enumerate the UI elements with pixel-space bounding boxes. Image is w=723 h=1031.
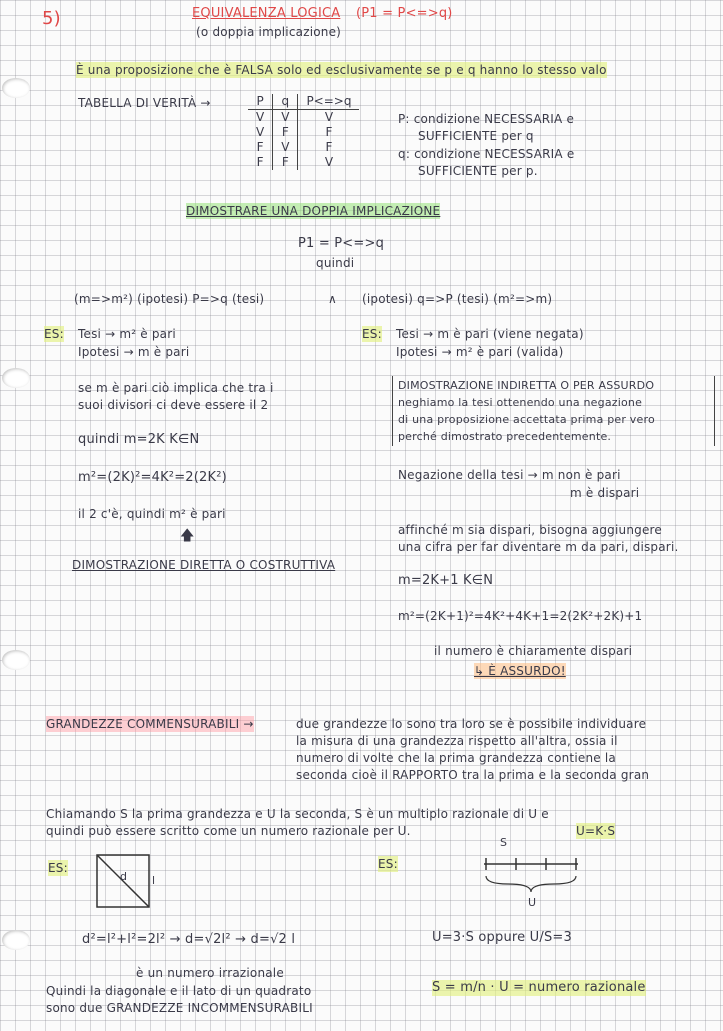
left-line: quindi m=2K K∈N <box>78 432 200 447</box>
proof-box-line: di una proposizione accettata prima per vero <box>398 413 655 426</box>
negation-line: m è dispari <box>570 486 640 500</box>
commensurable-heading: GRANDEZZE COMMENSURABILI → <box>46 717 254 731</box>
truth-table-cell: F <box>256 140 264 154</box>
truth-table-label: TABELLA DI VERITÀ → <box>78 96 211 110</box>
left-line: il 2 c'è, quindi m² è pari <box>78 507 226 521</box>
truth-table-cell: F <box>273 155 298 170</box>
up-arrow-icon: 🡅 <box>180 528 195 544</box>
left-line: suoi divisori ci deve essere il 2 <box>78 398 269 412</box>
left-footer: DIMOSTRAZIONE DIRETTA O COSTRUTTIVA <box>72 558 336 572</box>
left-line: se m è pari ciò implica che tra i <box>78 381 274 395</box>
left-tesi: Tesi → m² è pari <box>78 327 176 341</box>
commensurable-line: Chiamando S la prima grandezza e U la seconda, S è un multiplo razionale di U e <box>46 807 549 821</box>
square-conclusion: sono due GRANDEZZE INCOMMENSURABILI <box>46 1001 313 1015</box>
page-number: 5) <box>42 8 61 29</box>
side-label: l <box>152 874 156 887</box>
truth-table-cell: V <box>256 125 265 139</box>
left-line: m²=(2K)²=4K²=2(2K²) <box>78 470 227 485</box>
left-example-label: ES: <box>44 327 64 341</box>
condition-line: SUFFICIENTE per p. <box>418 164 538 178</box>
truth-table-cell: V <box>273 140 298 155</box>
segment-s-label: S <box>500 836 507 849</box>
proof-box-line: neghiamo la tesi ottenendo una negazione <box>398 396 643 409</box>
truth-table-header: P <box>248 94 273 110</box>
truth-table <box>248 94 359 170</box>
right-line: m²=(2K+1)²=4K²+4K+1=2(2K²+2K)+1 <box>398 609 643 623</box>
right-implication: (ipotesi) q=>P (tesi) (m²=>m) <box>362 292 553 306</box>
demonstrate-formula: P1 = P<=>q <box>298 236 385 251</box>
truth-table-cell: V <box>298 155 360 170</box>
proof-box-line: DIMOSTRAZIONE INDIRETTA O PER ASSURDO <box>398 379 655 392</box>
commensurable-line: quindi può essere scritto come un numero razionale per U. <box>46 824 411 838</box>
right-line: una cifra per far diventare m da pari, dispari. <box>398 540 679 554</box>
and-symbol: ∧ <box>328 292 337 306</box>
right-example-label: ES: <box>362 327 382 341</box>
binder-hole-bottom <box>2 930 30 950</box>
page-title: EQUIVALENZA LOGICA <box>192 6 341 21</box>
title-formula: (P1 = P<=>q) <box>356 6 453 21</box>
demonstrate-thus: quindi <box>316 256 355 270</box>
truth-table-cell: F <box>256 155 264 169</box>
square-conclusion: Quindi la diagonale e il lato di un quadrato <box>46 984 312 998</box>
commensurable-def: due grandezze lo sono tra loro se è possibile individuare <box>296 717 647 731</box>
square-formula: d²=l²+l²=2l² → d=√2l² → d=√2 l <box>82 932 296 947</box>
binder-hole-lower <box>2 650 30 670</box>
commensurable-formula: U=K·S <box>576 824 616 838</box>
proof-box-bracket-left <box>392 376 397 446</box>
condition-line: P: condizione NECESSARIA e <box>398 112 575 126</box>
left-implication: (m=>m²) (ipotesi) P=>q (tesi) <box>74 292 265 306</box>
truth-table-cell: V <box>273 110 298 126</box>
right-tesi: Tesi → m è pari (viene negata) <box>396 327 584 341</box>
right-line: m=2K+1 K∈N <box>398 573 494 588</box>
truth-table-cell: V <box>298 110 360 126</box>
truth-table-cell: F <box>298 125 360 140</box>
demonstrate-heading: DIMOSTRARE UNA DOPPIA IMPLICAZIONE <box>186 204 441 218</box>
commensurable-def: numero di volte che la prima grandezza contiene la <box>296 751 616 765</box>
condition-line: q: condizione NECESSARIA e <box>398 147 575 161</box>
segment-formula: U=3·S oppure U/S=3 <box>432 930 572 945</box>
truth-table-cell: F <box>273 125 298 140</box>
commensurable-def: la misura di una grandezza rispetto all'altra, ossia il <box>296 734 618 748</box>
diagonal-label: d <box>120 870 127 883</box>
binder-hole-top <box>2 78 30 98</box>
irrational-note: è un numero irrazionale <box>136 966 284 980</box>
truth-table-header: q <box>273 94 298 110</box>
square-diagram <box>92 852 172 912</box>
binder-hole-middle <box>2 368 30 388</box>
proof-box-bracket-right <box>710 376 715 446</box>
condition-line: SUFFICIENTE per q <box>418 129 534 143</box>
right-line: il numero è chiaramente dispari <box>434 644 633 658</box>
left-ipotesi: Ipotesi → m è pari <box>78 345 190 359</box>
segment-diagram <box>478 832 588 910</box>
definition-text: È una proposizione che è FALSA solo ed esclusivamente se p e q hanno lo stesso valo <box>76 63 607 77</box>
rational-formula: S = m/n · U = numero razionale <box>432 980 646 995</box>
segment-example-label: ES: <box>378 857 398 871</box>
truth-table-cell: F <box>298 140 360 155</box>
segment-u-label: U <box>528 896 537 909</box>
absurd-conclusion: ↳ È ASSURDO! <box>474 664 566 678</box>
negation-line: Negazione della tesi → m non è pari <box>398 468 621 482</box>
subtitle: (o doppia implicazione) <box>196 25 342 39</box>
truth-table-cell: V <box>256 110 265 124</box>
right-line: affinché m sia dispari, bisogna aggiungere <box>398 523 662 537</box>
commensurable-def: seconda cioè il RAPPORTO tra la prima e la seconda gran <box>296 768 650 782</box>
proof-box-line: perché dimostrato precedentemente. <box>398 430 612 443</box>
truth-table-header: P<=>q <box>298 94 360 110</box>
right-ipotesi: Ipotesi → m² è pari (valida) <box>396 345 564 359</box>
square-example-label: ES: <box>48 861 68 875</box>
